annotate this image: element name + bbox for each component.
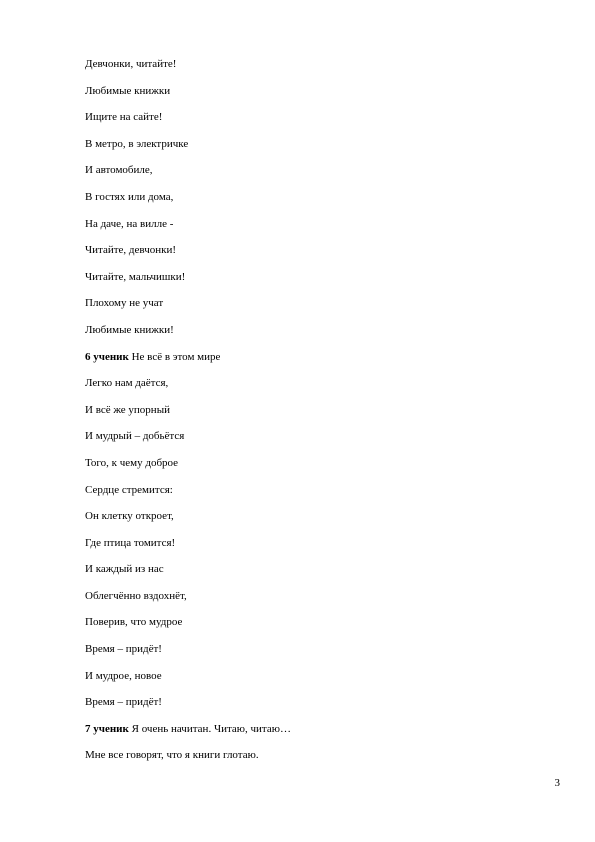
- line-text: На даче, на вилле -: [85, 217, 174, 230]
- line-text: Плохому не учат: [85, 297, 164, 310]
- line-text: Любимые книжки: [85, 84, 171, 97]
- text-line: [85, 376, 555, 403]
- text-line: [85, 270, 555, 297]
- text-line: [85, 748, 555, 775]
- text-line: [85, 642, 555, 669]
- line-text: Облегчённо вздохнёт,: [85, 589, 187, 602]
- line-text: Где птица томится!: [85, 536, 176, 549]
- text-line: [85, 562, 555, 589]
- text-line: [85, 190, 555, 217]
- text-line: [85, 483, 555, 510]
- line-text: И всё же упорный: [85, 403, 170, 416]
- speaker-label: 7 ученик: [85, 722, 129, 735]
- text-line: [85, 589, 555, 616]
- speaker-label: 6 ученик: [85, 350, 129, 363]
- line-text: И автомобиле,: [85, 164, 153, 177]
- text-line: [85, 350, 555, 377]
- text-line: [85, 57, 555, 84]
- line-text: Того, к чему доброе: [85, 456, 179, 469]
- line-text: Легко нам даётся,: [85, 377, 169, 390]
- text-line: [85, 456, 555, 483]
- text-line: [85, 84, 555, 111]
- line-text: Он клетку откроет,: [85, 510, 174, 523]
- poem-text: [85, 57, 555, 775]
- text-line: [85, 163, 555, 190]
- text-line: [85, 217, 555, 244]
- text-line: [85, 323, 555, 350]
- line-text: Время – придёт!: [85, 643, 162, 656]
- text-line: [85, 137, 555, 164]
- line-text: Читайте, девчонки!: [85, 244, 177, 257]
- text-line: [85, 509, 555, 536]
- line-text: В метро, в электричке: [85, 137, 189, 150]
- line-text: Сердце стремится:: [85, 483, 173, 496]
- line-text: И мудрое, новое: [85, 669, 162, 682]
- line-text: Я очень начитан. Читаю, читаю…: [128, 722, 291, 735]
- page-number: 3: [554, 777, 560, 789]
- text-line: [85, 243, 555, 270]
- text-line: [85, 536, 555, 563]
- text-line: [85, 296, 555, 323]
- text-line: [85, 110, 555, 137]
- line-text: Любимые книжки!: [85, 323, 174, 336]
- text-line: [85, 669, 555, 696]
- line-text: Поверив, что мудрое: [85, 616, 183, 629]
- line-text: Девчонки, читайте!: [85, 58, 177, 70]
- line-text: И каждый из нас: [85, 563, 164, 576]
- text-line: [85, 403, 555, 430]
- line-text: Ищите на сайте!: [85, 111, 163, 124]
- text-line: [85, 722, 555, 749]
- line-text: В гостях или дома,: [85, 190, 174, 203]
- line-text: Читайте, мальчишки!: [85, 270, 186, 283]
- line-text: Не всё в этом мире: [128, 350, 221, 363]
- line-text: Время – придёт!: [85, 696, 162, 709]
- text-line: [85, 695, 555, 722]
- line-text: Мне все говорят, что я книги глотаю.: [85, 749, 259, 762]
- text-line: [85, 429, 555, 456]
- text-line: [85, 615, 555, 642]
- line-text: И мудрый – добьётся: [85, 430, 185, 443]
